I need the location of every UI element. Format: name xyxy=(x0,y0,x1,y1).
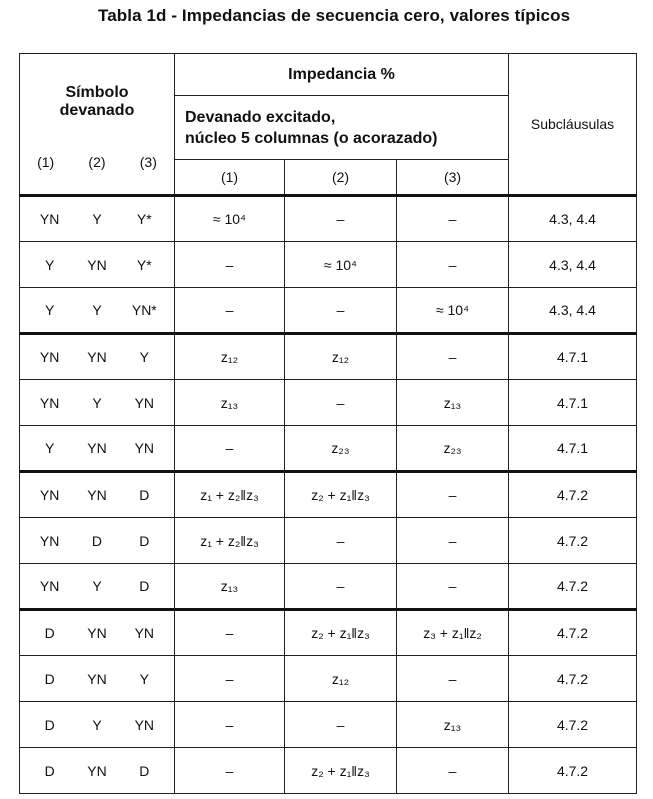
winding-symbol-2: YN xyxy=(87,349,107,365)
impedance-cell-3: – xyxy=(397,196,509,242)
table-row xyxy=(20,518,637,564)
winding-symbol-1: D xyxy=(44,625,55,641)
winding-symbol-2: YN xyxy=(87,762,107,779)
impedance-cell-1: – xyxy=(175,656,285,702)
impedance-cell-3: – xyxy=(397,242,509,288)
winding-symbol-cell xyxy=(20,242,175,288)
subclause-cell: 4.3, 4.4 xyxy=(509,288,637,334)
winding-symbol-3: YN xyxy=(134,625,155,641)
subclause-cell: 4.7.2 xyxy=(509,518,637,564)
table-row xyxy=(20,196,637,242)
table-row xyxy=(20,380,637,426)
winding-symbol-1: YN xyxy=(39,487,60,503)
subclause-cell: 4.7.2 xyxy=(509,564,637,610)
impedance-cell-1: – xyxy=(175,242,285,288)
impedance-cell-2: ≈ 10⁴ xyxy=(285,242,397,288)
impedance-cell-1: – xyxy=(175,288,285,334)
impedance-cell-2: – xyxy=(285,518,397,564)
subclause-cell: 4.3, 4.4 xyxy=(509,196,637,242)
table-title: Tabla 1d - Impedancias de secuencia cero, valores típicos xyxy=(98,6,571,25)
impedance-cell-3: – xyxy=(397,472,509,518)
impedance-num-2: (2) xyxy=(285,160,397,196)
impedance-cell-3: z₃ + z₁‖z₂ xyxy=(397,610,509,656)
impedance-cell-2: z₁₂ xyxy=(285,334,397,380)
winding-symbol-2: YN xyxy=(87,256,107,273)
impedance-cell-2: z₂₃ xyxy=(285,426,397,472)
impedance-cell-2: – xyxy=(285,288,397,334)
table-row xyxy=(20,748,637,794)
winding-symbol-cell xyxy=(20,196,175,242)
winding-symbol-cell xyxy=(20,518,175,564)
winding-symbol-3: Y* xyxy=(136,211,152,227)
impedance-cell-3: ≈ 10⁴ xyxy=(397,288,509,334)
winding-symbol-2: YN xyxy=(87,487,107,503)
winding-symbol-cell xyxy=(20,380,175,426)
winding-symbol-3: Y xyxy=(139,349,149,365)
subclause-cell: 4.7.2 xyxy=(509,610,637,656)
impedance-cell-3: z₁₃ xyxy=(397,380,509,426)
table-row xyxy=(20,564,637,610)
impedance-cell-1: ≈ 10⁴ xyxy=(175,196,285,242)
excited-header-line2: núcleo 5 columnas (o acorazado) xyxy=(185,129,438,147)
winding-symbol-3: D xyxy=(139,532,150,549)
winding-symbol-1: YN xyxy=(39,349,60,365)
impedance-cell-3: – xyxy=(397,656,509,702)
winding-symbol-cell xyxy=(20,748,175,794)
winding-symbol-1: YN xyxy=(39,211,60,227)
impedance-cell-3: – xyxy=(397,334,509,380)
winding-symbol-cell xyxy=(20,426,175,472)
impedance-cell-2: z₁₂ xyxy=(285,656,397,702)
winding-symbol-3: YN* xyxy=(131,302,157,318)
winding-symbol-1: D xyxy=(44,716,55,733)
impedance-cell-3: – xyxy=(397,564,509,610)
table-row xyxy=(20,656,637,702)
impedance-cell-3: z₂₃ xyxy=(397,426,509,472)
winding-symbol-3: YN xyxy=(134,394,155,411)
winding-symbol-3: YN xyxy=(134,440,155,456)
excited-header-line1: Devanado excitado, xyxy=(185,108,336,126)
subclause-cell: 4.7.2 xyxy=(509,702,637,748)
winding-symbol-2: YN xyxy=(87,670,107,687)
winding-symbol-2: YN xyxy=(87,625,107,641)
impedance-header: Impedancia % xyxy=(175,54,509,96)
winding-symbol-3: Y* xyxy=(136,256,152,273)
impedance-cell-3: – xyxy=(397,748,509,794)
impedance-cell-3: z₁₃ xyxy=(397,702,509,748)
impedance-cell-2: – xyxy=(285,380,397,426)
impedance-cell-1: – xyxy=(175,426,285,472)
winding-symbol-1: D xyxy=(44,762,55,779)
impedance-cell-2: z₂ + z₁‖z₃ xyxy=(285,472,397,518)
impedance-cell-2: – xyxy=(285,196,397,242)
impedance-cell-1: z₁₂ xyxy=(175,334,285,380)
winding-symbol-1: Y xyxy=(44,302,55,318)
winding-symbol-3: D xyxy=(139,762,150,779)
symbol-header xyxy=(20,54,175,196)
subclauses-header: Subcláusulas xyxy=(509,54,637,196)
winding-symbol-3: YN xyxy=(134,716,155,733)
symbol-num-2: (2) xyxy=(88,154,106,170)
impedance-table xyxy=(19,53,637,794)
subclause-cell: 4.7.2 xyxy=(509,656,637,702)
table-row xyxy=(20,472,637,518)
symbol-header-line2: devanado xyxy=(59,102,135,119)
impedance-cell-3: – xyxy=(397,518,509,564)
winding-symbol-2: Y xyxy=(92,211,102,227)
winding-symbol-cell xyxy=(20,702,175,748)
impedance-cell-2: – xyxy=(285,564,397,610)
winding-symbol-2: Y xyxy=(92,302,102,318)
winding-symbol-cell xyxy=(20,564,175,610)
subclause-cell: 4.7.1 xyxy=(509,380,637,426)
table-row xyxy=(20,610,637,656)
impedance-num-3: (3) xyxy=(397,160,509,196)
winding-symbol-1: YN xyxy=(39,532,60,549)
table-row xyxy=(20,334,637,380)
symbol-header-line1: Símbolo xyxy=(65,84,129,101)
table-row xyxy=(20,288,637,334)
subclause-cell: 4.7.2 xyxy=(509,748,637,794)
symbol-num-1: (1) xyxy=(37,154,55,170)
winding-symbol-cell xyxy=(20,288,175,334)
winding-symbol-2: D xyxy=(91,532,103,549)
winding-symbol-1: YN xyxy=(39,578,60,594)
impedance-cell-2: z₂ + z₁‖z₃ xyxy=(285,748,397,794)
winding-symbol-cell xyxy=(20,334,175,380)
impedance-cell-1: z₁₃ xyxy=(175,380,285,426)
subclause-cell: 4.7.1 xyxy=(509,334,637,380)
winding-symbol-1: Y xyxy=(44,256,55,273)
winding-symbol-cell xyxy=(20,472,175,518)
winding-symbol-1: Y xyxy=(44,440,55,456)
impedance-cell-1: z₁₃ xyxy=(175,564,285,610)
subclause-cell: 4.7.1 xyxy=(509,426,637,472)
table-row xyxy=(20,242,637,288)
winding-symbol-cell xyxy=(20,656,175,702)
excited-winding-header xyxy=(175,96,509,160)
winding-symbol-3: D xyxy=(139,578,150,594)
winding-symbol-2: Y xyxy=(92,394,102,411)
table-row xyxy=(20,426,637,472)
impedance-cell-1: – xyxy=(175,610,285,656)
subclause-cell: 4.3, 4.4 xyxy=(509,242,637,288)
impedance-cell-1: z₁ + z₂‖z₃ xyxy=(175,472,285,518)
impedance-cell-1: – xyxy=(175,702,285,748)
winding-symbol-2: Y xyxy=(92,716,102,733)
impedance-cell-1: – xyxy=(175,748,285,794)
impedance-cell-2: – xyxy=(285,702,397,748)
winding-symbol-3: D xyxy=(139,487,150,503)
winding-symbol-1: YN xyxy=(39,394,60,411)
winding-symbol-2: YN xyxy=(87,440,107,456)
winding-symbol-cell xyxy=(20,610,175,656)
impedance-cell-2: z₂ + z₁‖z₃ xyxy=(285,610,397,656)
impedance-num-1: (1) xyxy=(175,160,285,196)
winding-symbol-2: Y xyxy=(92,578,102,594)
winding-symbol-1: D xyxy=(44,670,55,687)
subclause-cell: 4.7.2 xyxy=(509,472,637,518)
symbol-header-numbers xyxy=(20,154,174,170)
symbol-num-3: (3) xyxy=(139,154,157,170)
impedance-cell-1: z₁ + z₂‖z₃ xyxy=(175,518,285,564)
table-row xyxy=(20,702,637,748)
winding-symbol-3: Y xyxy=(139,670,149,687)
